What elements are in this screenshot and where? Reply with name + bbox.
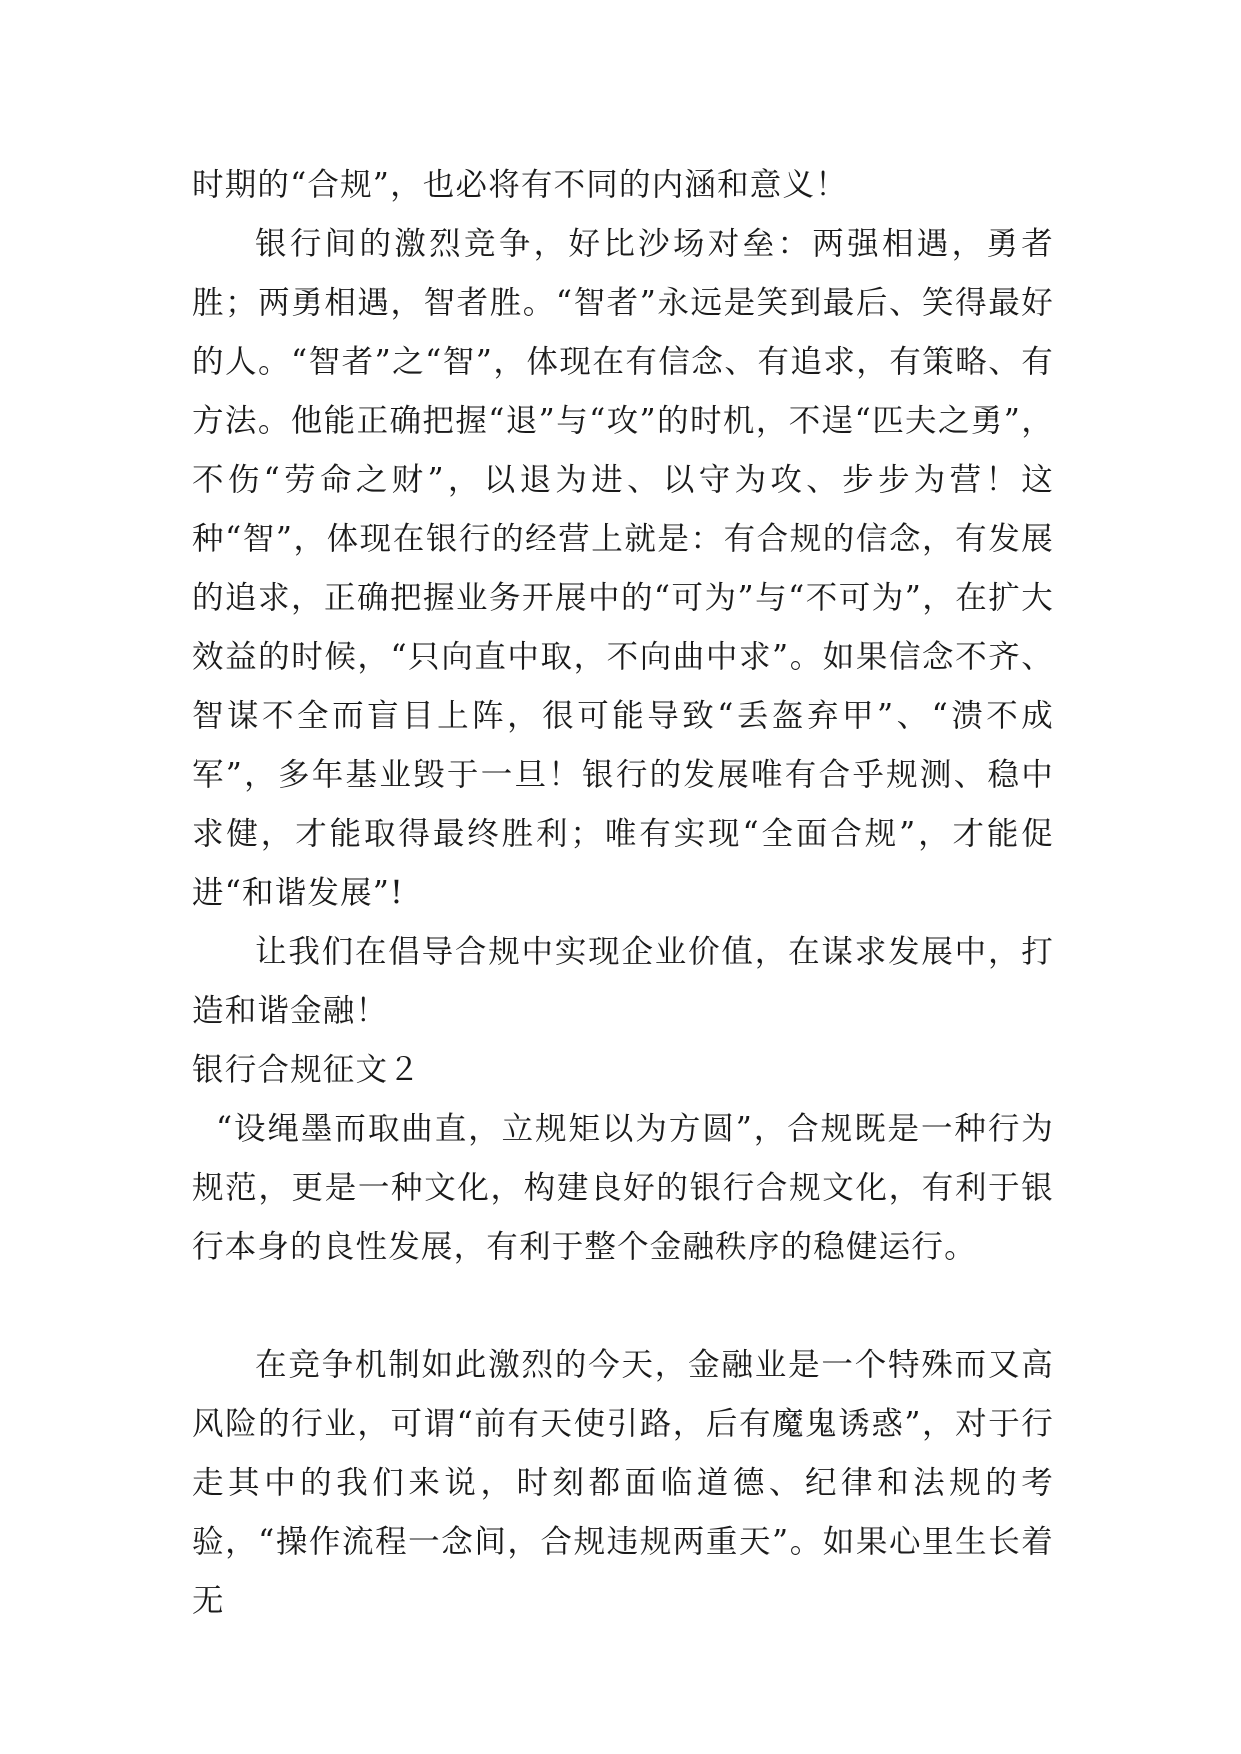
paragraph-compliance-culture: “设绳墨而取曲直，立规矩以为方圆”，合规既是一种行为规范，更是一种文化，构建良好的银行合规文化，有利于银行本身的良性发展，有利于整个金融秩序的稳健运行。 — [192, 1111, 1054, 1265]
blank-line — [192, 1277, 1054, 1336]
document-body — [192, 156, 1054, 1631]
section-heading: 银行合规征文２ — [192, 1052, 421, 1088]
paragraph-industry-risk: 在竞争机制如此激烈的今天，金融业是一个特殊而又高风险的行业，可谓“前有天使引路，后有魔鬼诱惑”，对于行走其中的我们来说，时刻都面临道德、纪律和法规的考验，“操作流程一念间，合规违规两重天”。如果心里生长着无 — [192, 1347, 1054, 1619]
paragraph-bank-competition: 银行间的激烈竞争，好比沙场对垒：两强相遇，勇者胜；两勇相遇，智者胜。“智者”永远是笑到最后、笑得最好的人。“智者”之“智”，体现在有信念、有追求，有策略、有方法。他能正确把握“退”与“攻”的时机，不逞“匹夫之勇”，不伤“劳命之财”，以退为进、以守为攻、步步为营！这种“智”，体现在银行的经营上就是：有合规的信念，有发展的追求，正确把握业务开展中的“可为”与“不可为”，在扩大效益的时候，“只向直中取，不向曲中求”。如果信念不齐、智谋不全而盲目上阵，很可能导致“丢盔弃甲”、“溃不成军”，多年基业毁于一旦！银行的发展唯有合乎规测、稳中求健，才能取得最终胜利；唯有实现“全面合规”，才能促进“和谐发展”! — [192, 226, 1054, 911]
paragraph-continuation: 时期的“合规”，也必将有不同的内涵和意义！ — [192, 167, 848, 203]
paragraph-closing-call: 让我们在倡导合规中实现企业价值，在谋求发展中，打造和谐金融！ — [192, 934, 1054, 1029]
